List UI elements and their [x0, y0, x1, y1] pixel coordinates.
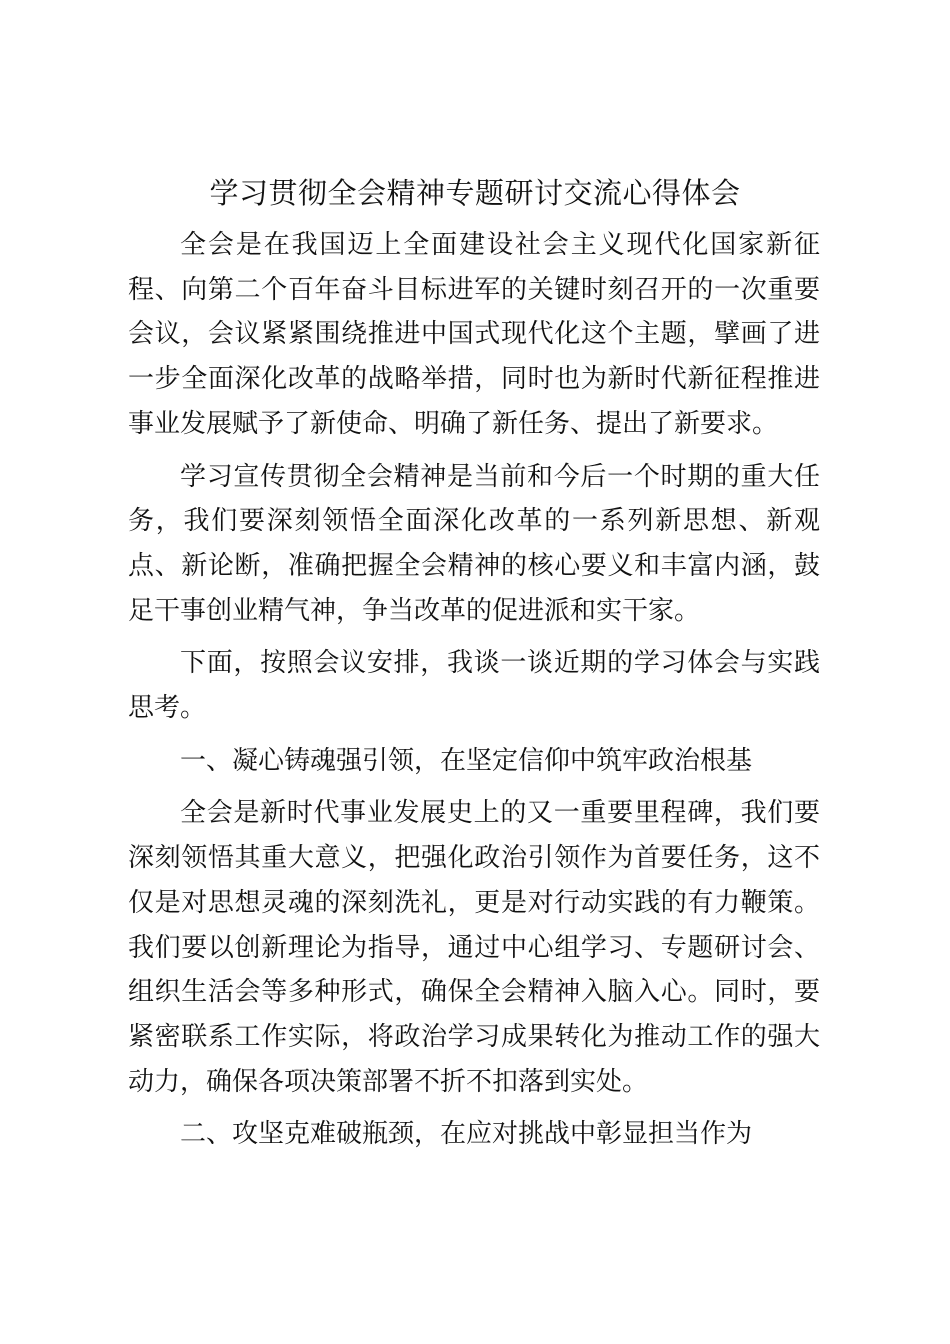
section-heading-2: 二、攻坚克难破瓶颈，在应对挑战中彰显担当作为 — [180, 1119, 753, 1150]
section-heading-1: 一、凝心铸魂强引领，在坚定信仰中筑牢政治根基 — [180, 745, 753, 776]
document-body — [128, 223, 820, 1165]
paragraph-intro: 全会是在我国迈上全面建设社会主义现代化国家新征程、向第二个百年奋斗目标进军的关键时刻召开的一次重要会议，会议紧紧围绕推进中国式现代化这个主题，擘画了进一步全面深化改革的战略举措，同时也为新时代新征程推进事业发展赋予了新使命、明确了新任务、提出了新要求。 — [128, 230, 820, 439]
paragraph-section-1: 全会是新时代事业发展史上的又一重要里程碑，我们要深刻领悟其重大意义，把强化政治引领作为首要任务，这不仅是对思想灵魂的深刻洗礼，更是对行动实践的有力鞭策。我们要以创新理论为指导，通过中心组学习、专题研讨会、组织生活会等多种形式，确保全会精神入脑入心。同时，要紧密联系工作实际，将政治学习成果转化为推动工作的强大动力，确保各项决策部署不折不扣落到实处。 — [128, 798, 820, 1097]
paragraph-arrangement: 下面，按照会议安排，我谈一谈近期的学习体会与实践思考。 — [128, 648, 820, 724]
paragraph-task: 学习宣传贯彻全会精神是当前和今后一个时期的重大任务，我们要深刻领悟全面深化改革的一系列新思想、新观点、新论断，准确把握全会精神的核心要义和丰富内涵，鼓足干事创业精气神，争当改革的促进派和实干家。 — [128, 461, 820, 626]
document-title: 学习贯彻全会精神专题研讨交流心得体会 — [209, 176, 741, 210]
